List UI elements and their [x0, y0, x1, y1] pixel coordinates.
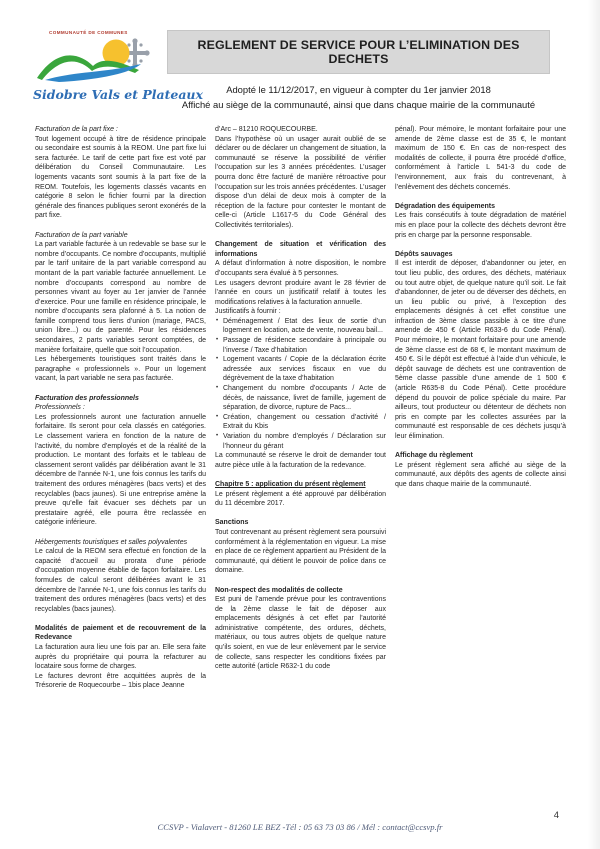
logo [33, 30, 203, 102]
bullet-item: • Passage de résidence secondaire à principale ou l’inverse / Taxe d’habitation [215, 336, 386, 355]
bullet-item: • Changement du nombre d’occupants / Acte de décès, de naissance, livret de famille, jugement de séparation, de divorce, rupture de Pacs... [215, 384, 386, 413]
section-heading: Sanctions [215, 519, 249, 527]
paragraph: Les usagers devront produire avant le 28 février de l’année en cours un justificatif relatif à toutes les modifications relatives à la facturation annuelle. [215, 279, 386, 306]
paragraph: Dans l’hypothèse où un usager aurait oublié de se déclarer ou de déclarer un changement de situation, la communauté se réserve la possibilité de vérifier l’occupation sur les 3 années précédentes. L’usager pourra donc être facturé de manière rétroactive pour l’occupation sur les trois années précédentes. L’usager dispose d’un délai de deux mois à compter de la réception de la facture pour contester le montant de celle-ci (Article L1617-5 du Code Général des Collectivités territoriales). [215, 135, 386, 229]
page-number: 4 [553, 810, 559, 821]
section-heading: Affichage du règlement [395, 452, 473, 460]
text-column-1 [35, 125, 206, 691]
section-heading: Changement de situation et vérification des informations [215, 241, 386, 258]
paragraph: Le calcul de la REOM sera effectué en fonction de la capacité d’accueil au prorata d’une période d’occupation moyenne établie de façon forfaitaire. Les formules de calcul seront délibérées avant le 31 décembre de l’année N-1, une fois connus les tarifs du traitement des ordures ménagères (bacs verts) et des recyclables (bacs jaunes). [35, 548, 206, 613]
header [0, 0, 600, 112]
page-title: REGLEMENT DE SERVICE POUR L’ELIMINATION DES DECHETS [167, 30, 550, 74]
bullet-item: • Logement vacants / Copie de la déclaration écrite adressée aux services fiscaux en vue du dégrèvement de la taxe d’habitation [215, 355, 386, 384]
subtitle-line-2: Affiché au siège de la communauté, ainsi que dans chaque mairie de la communauté [181, 98, 536, 110]
paragraph: Les frais consécutifs à toute dégradation de matériel mis en place pour la collecte des déchets devront être pris en charge par la personne responsable. [395, 212, 566, 239]
paragraph: Les hébergements touristiques sont traités dans le paragraphe « professionnels ». Pour un logement vacant, la part variable ne sera pas facturée. [35, 356, 206, 383]
logo-org-name: Sidobre Vals et Plateaux [33, 87, 203, 102]
paragraph: La part variable facturée à un redevable se base sur le nombre d’occupants. Ce nombre d’occupants, multiplié par le tarif unitaire de la part variable correspond au montant de la part variable facturée annuellement. Le nombre d’occupants correspond au nombre de personnes vivant au foyer au 1er janvier de l’année d’exercice. Pour une famille en résidence principale, le nombre d’occupants sera plafonné à 5. La notion de famille comprend tous liens d’union (mariage, PACS, union libre...) ou de parenté. Pour les résidences secondaires, 2 parts variables seront comptées, de manière forfaitaire, quelle que soit l’occupation. [35, 241, 206, 354]
subtitle-line-1: Adopté le 11/12/2017, en vigueur à compter du 1er janvier 2018 [226, 84, 491, 95]
section-heading: Facturation des professionnels [35, 394, 139, 402]
section-heading: Non-respect des modalités de collecte [215, 586, 343, 594]
paragraph: pénal). Pour mémoire, le montant forfaitaire pour une amende de 2ème classe est de 35 €, le montant maximum de 150 €. En cas de non-respect des modalités de collecte, il pourra être procédé d’office, conformément à l’article L 541-3 du code de l’environnement, aux frais du contrevenant, à l’enlèvement des déchets concernés. [395, 126, 566, 191]
columns [0, 112, 600, 691]
paragraph: Justificatifs à fournir : [215, 308, 281, 316]
paragraph: Tout contrevenant au présent règlement sera poursuivi conformément à la réglementation en vigueur. La mise en place de ce règlement appartient au Président de la communauté, qui détient le pouvoir de police dans ce domaine. [215, 528, 386, 575]
bullet-item: • Création, changement ou cessation d’activité / Extrait du Kbis [215, 413, 386, 432]
section-heading: Facturation de la part fixe : [35, 126, 118, 133]
paragraph: Le factures devront être acquittées auprès de la Trésorerie de Roquecourbe – 1bis place Jeanne [35, 672, 206, 690]
paragraph: d’Arc – 81210 ROQUECOURBE. [215, 126, 318, 133]
section-heading: Professionnels : [35, 404, 85, 412]
section-heading: Modalités de paiement et de recouvrement de la Redevance [35, 624, 206, 642]
text-column-2 [215, 125, 386, 691]
section-heading: Facturation de la part variable [35, 231, 128, 239]
bullet-item: • Variation du nombre d’employés / Déclaration sur l’honneur du gérant [215, 432, 386, 451]
paragraph: Le présent règlement sera affiché au siège de la communauté, aux dépôts des agents de collecte ainsi que dans chaque mairie de la communauté. [395, 461, 566, 488]
paragraph: La communauté se réserve le droit de demander tout autre pièce utile à la facturation de la redevance. [215, 452, 386, 469]
paragraph: Les professionnels auront une facturation annuelle forfaitaire. Ils seront pour cela classés en catégories. Le classement variera en fonction de la nature de l’activité, du nombre d’employés et de la réalité de la production. Le montant des forfaits et le tableau de classement seront validés par délibération avant le 31 décembre de l’année N-1, une fois connus les tarifs du traitement des ordures ménagères (bacs verts) et des recyclables (bacs jaunes). Si une entreprise amène la preuve qu’elle fait évacuer ses déchets par un prestataire agréé, elle pourra être reclassée en catégorie inférieure. [35, 413, 206, 527]
paragraph: La facturation aura lieu une fois par an. Elle sera faite auprès du propriétaire qui pourra la refacturer au locataire sous forme de charges. [35, 644, 206, 671]
section-heading: Dégradation des équipements [395, 202, 495, 210]
section-heading: Hébergements touristiques et salles polyvalentes [35, 538, 188, 546]
text-column-3 [395, 125, 566, 691]
paragraph: Tout logement occupé à titre de résidence principale ou secondaire est soumis à la REOM. Une part fixe lui sera facturée. Le tarif de cette part fixe est voté par délibération du Conseil Communautaire. Les logements vacants sont soumis à la part fixe de la REOM. Toutefois, les logements classés vacants en catégorie 8 selon le fichier fourni par la direction générale des finances publiques seront exonérés de la part fixe. [35, 135, 206, 220]
paragraph: A défaut d’information à notre disposition, le nombre d’occupants sera évalué à 5 personnes. [215, 260, 386, 277]
bullet-item: • Déménagement / Etat des lieux de sortie d’un logement en location, acte de vente, nouveau bail... [215, 317, 386, 336]
logo-graphic [33, 36, 157, 84]
footer-text: CCSVP - Vialavert - 81260 LE BEZ -Tél : 05 63 73 03 86 / Mél : contact@ccsvp.fr [157, 822, 443, 832]
subtitles [167, 83, 550, 112]
section-heading: Chapitre 5 : application du présent règlement [215, 480, 366, 488]
paragraph: Il est interdit de déposer, d’abandonner ou jeter, en tout lieu public, des ordures, des déchets, matériaux ou tout autre objet, de quelque nature qu’il soit. Le fait d’abandonner, de jeter ou de déverser des déchets, en un lieu public ou privé, à l’exception des emplacements désignés à cet effet constitue une infraction de 3ème classe passible à ce titre d’une amende de 450 € (Article R633-6 du Code Pénal). Pour mémoire, le montant forfaitaire pour une amende de 3ème classe est de 68 €, le montant maximum de 450 €. Si le dépôt est effectué à l’aide d’un véhicule, le dépôt sauvage de déchets est une contravention de 5ème classe passible d’une amende de 1 500 € (article R635-8 du Code Pénal). Cette procédure dépend du pouvoir de police spéciale du maire. Par ailleurs, tout producteur ou détenteur de déchets non pris en compte par les collectes assurées par la communauté est responsable de ces déchets jusqu’à leur élimination. [395, 260, 566, 440]
title-area [167, 30, 570, 112]
section-heading: Dépôts sauvages [395, 250, 453, 258]
paragraph: Est puni de l’amende prévue pour les contraventions de la 2ème classe le fait de déposer aux emplacements désignés à cet effet par l’autorité administrative compétente, des ordures, déchets, matériaux, ou tous autres objets de quelque nature qu’ils soient, en vue de leur enlèvement par le service de collecte, sans respecter les conditions fixées par cette autorité (article R632-1 du code [215, 596, 386, 671]
paragraph: Le présent règlement a été approuvé par délibération du 11 décembre 2017. [215, 490, 386, 508]
logo-org-label: COMMUNAUTÉ DE COMMUNES [49, 30, 128, 35]
